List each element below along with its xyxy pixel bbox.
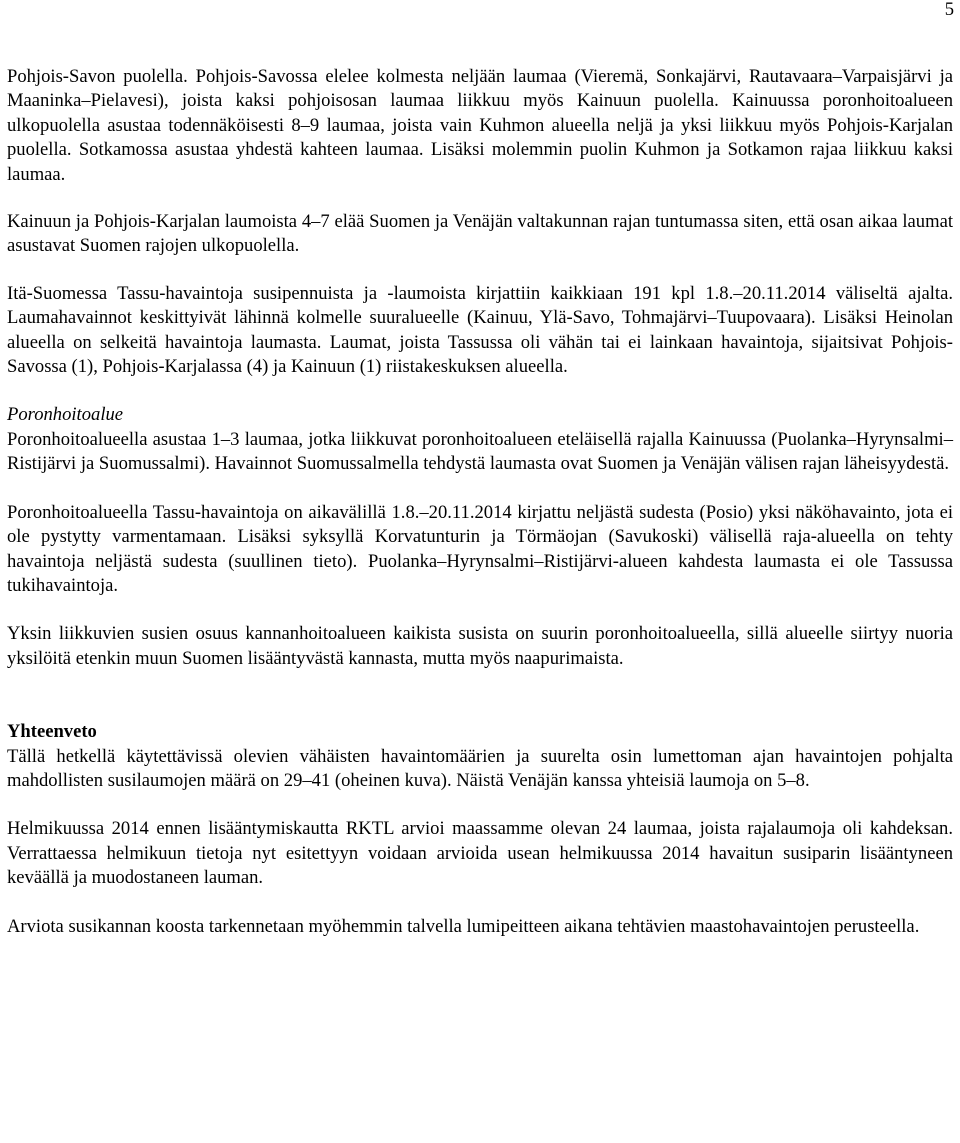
paragraph-poronhoitoalue-laumat: Poronhoitoalueella asustaa 1–3 laumaa, jotka liikkuvat poronhoitoalueen eteläisellä rajalla Kainuussa (Puolanka–Hyrynsalmi–Ristijärvi ja Suomussalmi). Havainnot Suomussalmella tehdystä laumasta ovat Suomen ja Venäjän välisen rajan läheisyydestä.: [7, 428, 953, 475]
paragraph-poronhoitoalue-tassu: Poronhoitoalueella Tassu-havaintoja on aikavälillä 1.8.–20.11.2014 kirjattu neljästä sudesta (Posio) yksi näköhavainto, jota ei ole pystytty varmentamaan. Lisäksi syksyllä Korvatunturin ja Törmäojan (Savukoski) välisellä raja-alueella on tehty havaintoja neljästä sudesta (suullinen tieto). Puolanka–Hyrynsalmi–Ristijärvi-alueen kahdesta laumasta ei ole Tassussa tukihavaintoja.: [7, 501, 953, 596]
section-heading-poronhoitoalue: Poronhoitoalue: [7, 404, 124, 426]
page-number: 5: [944, 0, 954, 20]
paragraph-tassu-havainnot: Itä-Suomessa Tassu-havaintoja susipennuista ja -laumoista kirjattiin kaikkiaan 191 kpl 1.8.–20.11.2014 väliseltä ajalta. Laumahavainnot keskittyivät lähinnä kolmelle suuralueelle (Kainuu, Ylä-Savo, Tohmajärvi–Tuupovaara). Lisäksi Heinolan alueella on selkeitä havaintoja laumasta. Laumat, joista Tassussa oli vähän tai ei lainkaan havaintoja, sijaitsivat Pohjois-Savossa (1), Pohjois-Karjalassa (4) ja Kainuun (1) riistakeskuksen alueella.: [7, 282, 953, 378]
document-body: [7, 65, 953, 939]
paragraph-arvio-tarkennus: Arviota susikannan koosta tarkennetaan myöhemmin talvella lumipeitteen aikana tehtävien maastohavaintojen perusteella.: [7, 915, 920, 937]
paragraph-yksin-liikkuvat: Yksin liikkuvien susien osuus kannanhoitoalueen kaikista susista on suurin poronhoitoalueella, sillä alueelle siirtyy nuoria yksilöitä etenkin muun Suomen lisääntyvästä kannasta, mutta myös naapurimaista.: [7, 623, 953, 669]
paragraph-rajalaumat: Kainuun ja Pohjois-Karjalan laumoista 4–7 elää Suomen ja Venäjän valtakunnan rajan tuntumassa siten, että osan aikaa laumat asustavat Suomen rajojen ulkopuolella.: [7, 211, 953, 257]
paragraph-pohjois-savo: Pohjois-Savon puolella. Pohjois-Savossa elelee kolmesta neljään laumaa (Vieremä, Sonkajärvi, Rautavaara–Varpaisjärvi ja Maaninka–Pielavesi), joista kaksi pohjoisosan laumaa liikkuu myös Kainuun puolella. Kainuussa poronhoitoalueen ulkopuolella asustaa todennäköisesti 8–9 laumaa, joista vain Kuhmon alueella neljä ja yksi liikkuu myös Pohjois-Karjalan puolella. Sotkamossa asustaa yhdestä kahteen laumaa. Lisäksi molemmin puolin Kuhmon ja Sotkamon rajaa liikkuu kaksi laumaa.: [7, 66, 953, 185]
section-heading-yhteenveto: Yhteenveto: [7, 721, 97, 743]
paragraph-yhteenveto-maara: Tällä hetkellä käytettävissä olevien vähäisten havaintomäärien ja suurelta osin lumettoman ajan havaintojen pohjalta mahdollisten susilaumojen määrä on 29–41 (oheinen kuva). Näistä Venäjän kanssa yhteisiä laumoja on 5–8.: [7, 745, 953, 791]
paragraph-helmikuu-2014: Helmikuussa 2014 ennen lisääntymiskautta RKTL arvioi maassamme olevan 24 laumaa, joista rajalaumoja oli kahdeksan. Verrattaessa helmikuun tietoja nyt esitettyyn voidaan arvioida usean helmikuussa 2014 havaitun susiparin lisääntyneen keväällä ja muodostaneen lauman.: [7, 818, 953, 889]
